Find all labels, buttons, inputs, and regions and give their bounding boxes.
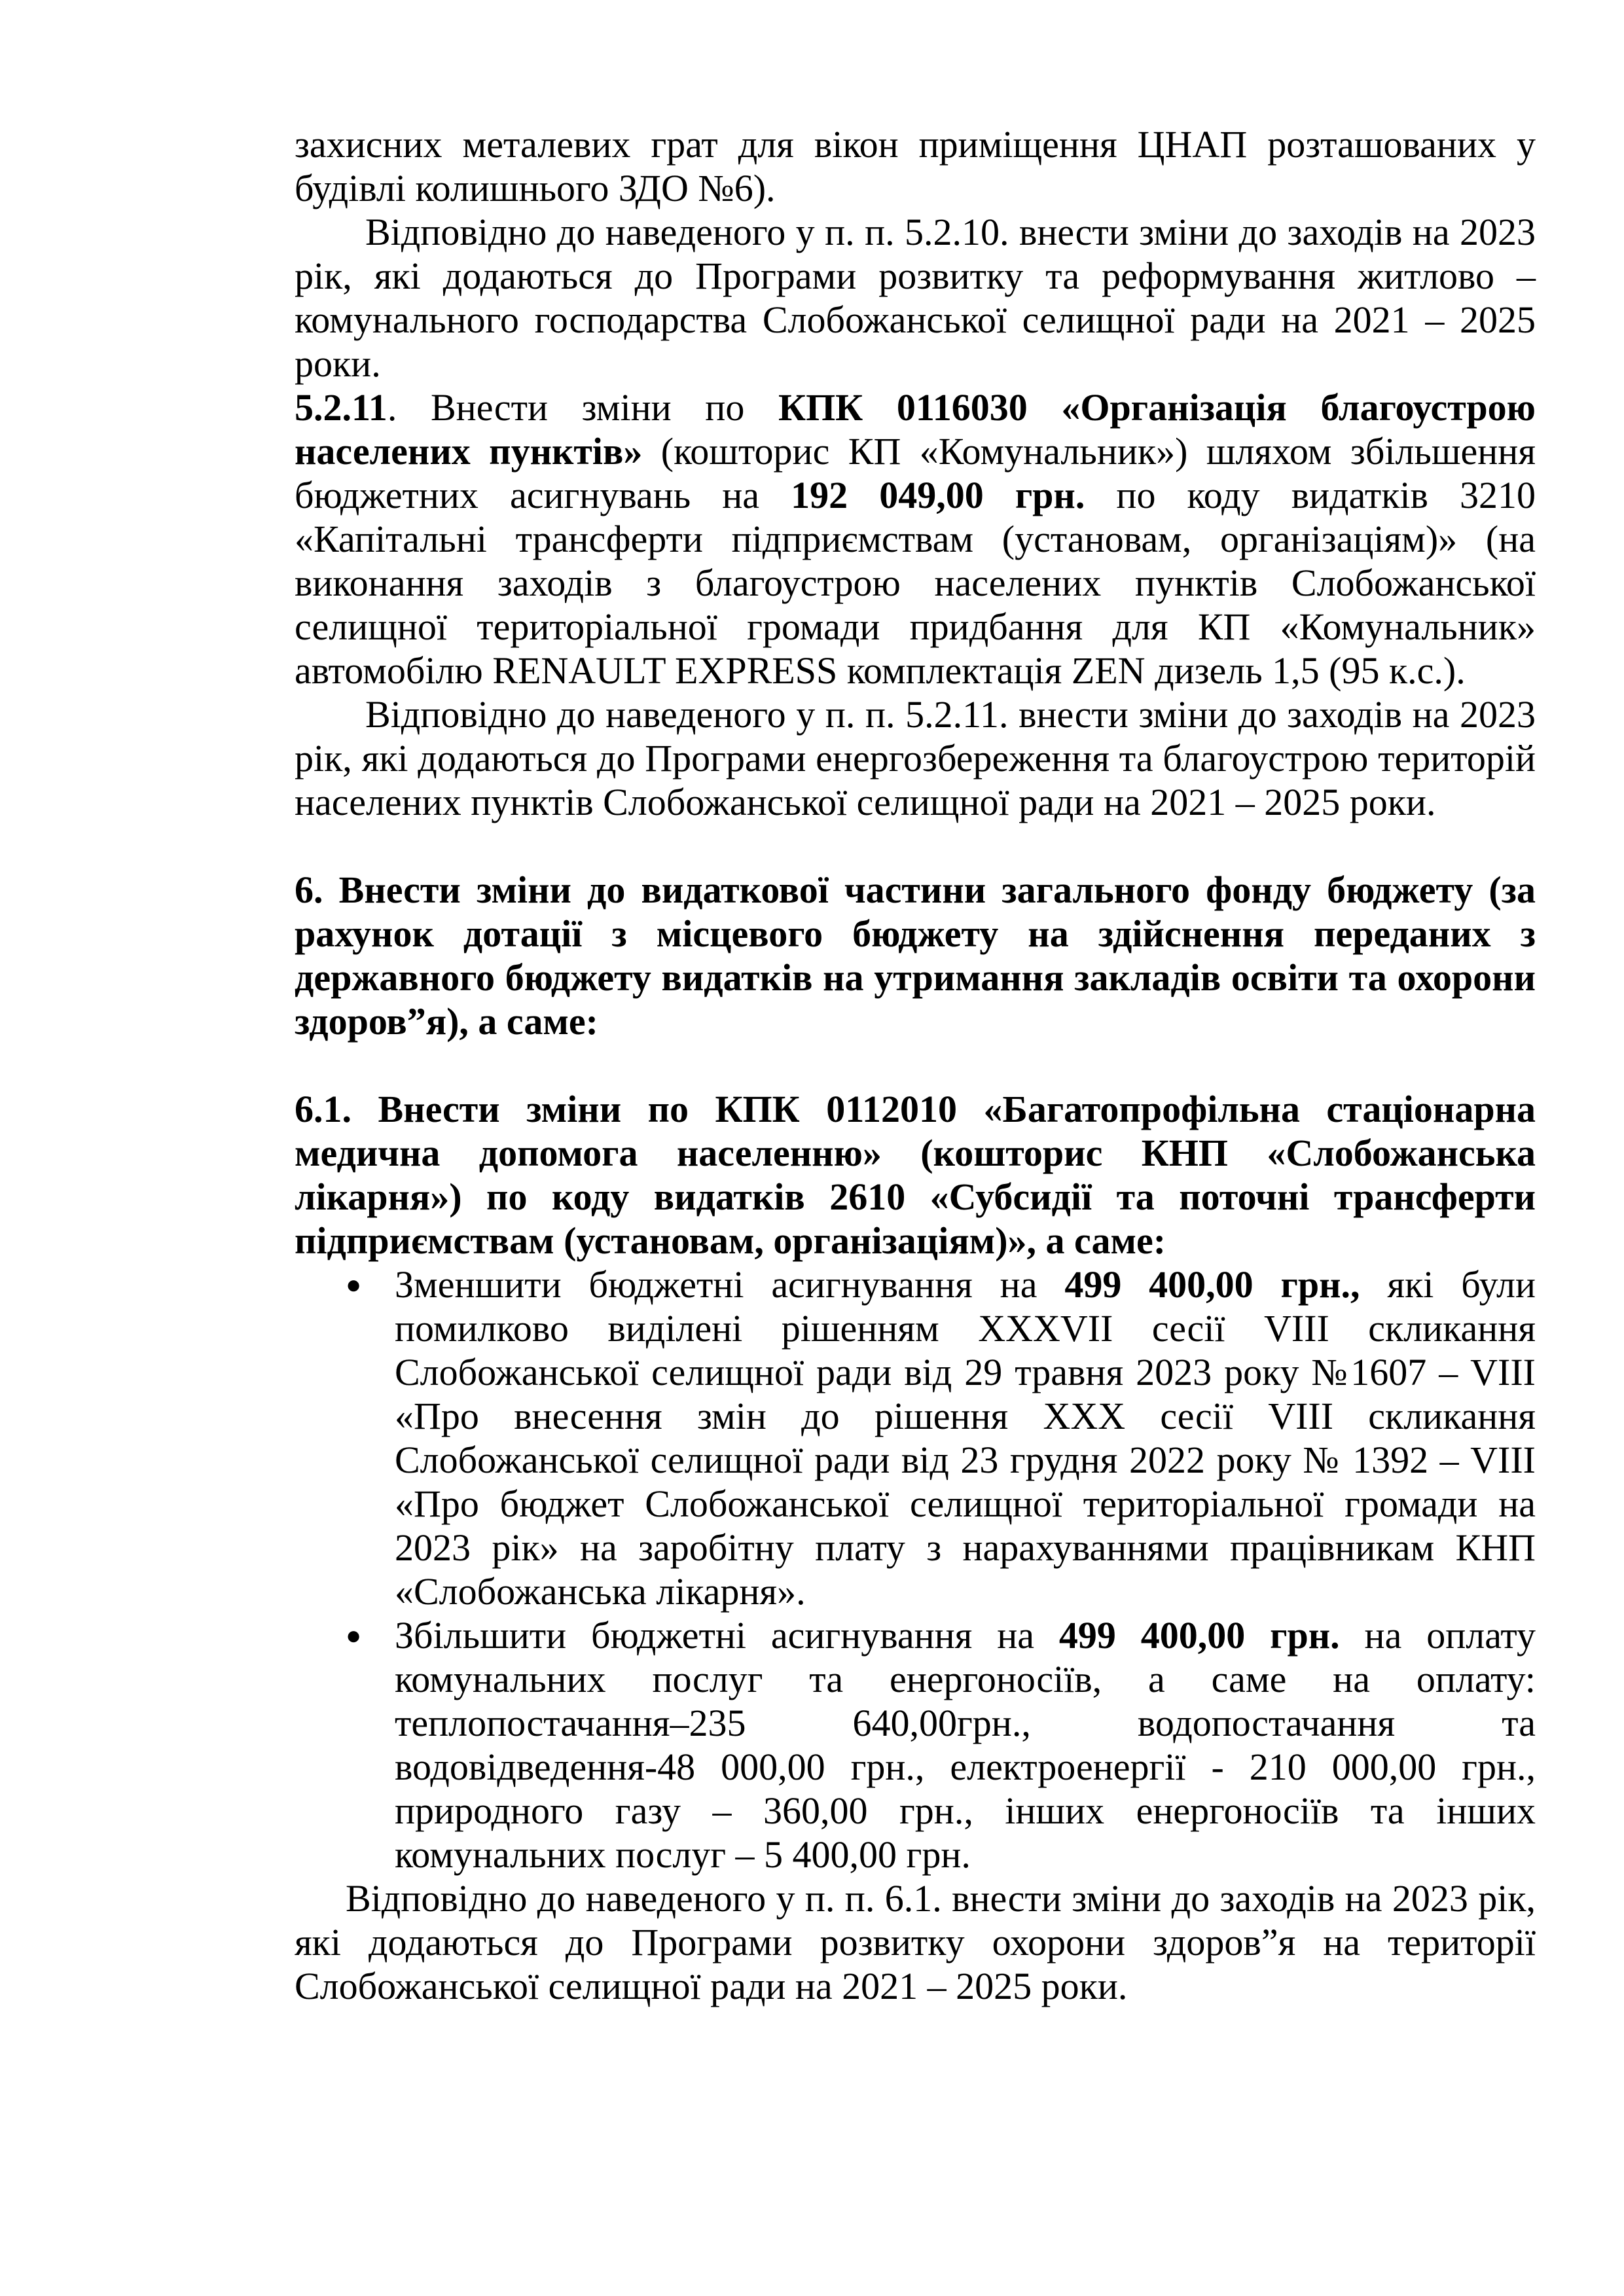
paragraph-6-1-reference: Відповідно до наведеного у п. п. 6.1. внести зміни до заходів на 2023 рік, які додаються до Програми розвитку охорони здоров”я на території Слобожанської селищної ради на 2021 – 2025 роки. (295, 1877, 1536, 2007)
text-run: (кошторис КП «Комунальник») шляхом збільшення бюджетних асигнувань на (295, 430, 1536, 516)
section-6-1-heading (295, 1087, 1536, 1263)
amount: 499 400,00 грн., (1064, 1263, 1360, 1306)
bullet-list (295, 1263, 1536, 1876)
paragraph-5-2-11-reference: Відповідно до наведеного у п. п. 5.2.11. внести зміни до заходів на 2023 рік, які додаються до Програми енергозбереження та благоустрою територій населених пунктів Слобожанської селищної ради на 2021 – 2025 роки. (295, 693, 1536, 823)
paragraph-5-2-11 (295, 386, 1536, 692)
text-run: на оплату комунальних послуг та енергоносіїв, а саме на оплату: теплопостачання–235 640,00грн., водопостачання та водовідведення-48 000,00 грн., електроенергії - 210 000,00 грн., природного газу – 360,00 грн., інших енергоносіїв та інших комунальних послуг – 5 400,00 грн. (395, 1614, 1536, 1876)
kpk-title: КПК 0116030 «Організація благоустрою населених пунктів» (295, 386, 1536, 473)
clause-number: 5.2.11 (295, 386, 388, 429)
amount: 192 049,00 грн. (791, 474, 1085, 516)
text-run: . Внести зміни по (387, 386, 779, 429)
document-page (295, 122, 1536, 2008)
section-6-heading (295, 868, 1536, 1043)
list-item (295, 1263, 1536, 1613)
list-item (295, 1613, 1536, 1876)
paragraph-continuation: захисних металевих грат для вікон приміщення ЦНАП розташованих у будівлі колишнього ЗДО №6). (295, 123, 1536, 209)
bullet-icon: ● (346, 1621, 362, 1650)
section-6-1-text: 6.1. Внести зміни по КПК 0112010 «Багатопрофільна стаціонарна медична допомога населенню» (кошторис КНП «Слобожанська лікарня») по коду видатків 2610 «Субсидії та поточні трансферти підприємствам (установам, організаціям)», а саме: (295, 1088, 1536, 1262)
paragraph-5-2-10-reference: Відповідно до наведеного у п. п. 5.2.10. внести зміни до заходів на 2023 рік, які додаються до Програми розвитку та реформування житлово – комунального господарства Слобожанської селищної ради на 2021 – 2025 роки. (295, 211, 1536, 385)
section-6-text: 6. Внести зміни до видаткової частини загального фонду бюджету (за рахунок дотації з місцевого бюджету на здійснення переданих з державного бюджету видатків на утримання закладів освіти та охорони здоров”я), а саме: (295, 869, 1536, 1043)
amount: 499 400,00 грн. (1058, 1614, 1340, 1657)
text-run: які були помилково виділені рішенням XXXVII сесії VIII скликання Слобожанської селищної ради від 29 травня 2023 року №1607 – VIII «Про внесення змін до рішення XXX сесії VIII скликання Слобожанської селищної ради від 23 грудня 2022 року № 1392 – VIII «Про бюджет Слобожанської селищної територіальної громади на 2023 рік» на заробітну плату з нарахуваннями працівникам КНП «Слобожанська лікарня». (395, 1263, 1536, 1613)
text-run: Збільшити бюджетні асигнування на (395, 1614, 1059, 1657)
bullet-icon: ● (346, 1270, 362, 1299)
text-run: по коду видатків 3210 «Капітальні трансферти підприємствам (установам, організаціям)» (на виконання заходів з благоустрою населених пунктів Слобожанської селищної територіальної громади придбання для КП «Комунальник» автомобілю RENAULT EXPRESS комплектація ZEN дизель 1,5 (95 к.с.). (295, 474, 1536, 692)
text-run: Зменшити бюджетні асигнування на (395, 1263, 1065, 1306)
